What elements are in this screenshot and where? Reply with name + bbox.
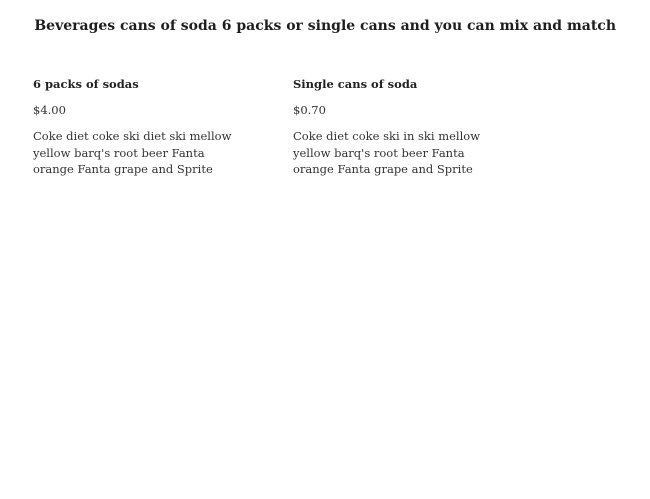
- item-price: $4.00: [33, 103, 66, 117]
- item-description: Coke diet coke ski diet ski mellow yellow barq's root beer Fanta orange Fanta grape and Sprite: [33, 129, 232, 176]
- menu-item-six-packs: [33, 76, 253, 178]
- item-name: Single cans of soda: [293, 77, 418, 91]
- item-name: 6 packs of sodas: [33, 77, 139, 91]
- item-description: Coke diet coke ski in ski mellow yellow barq's root beer Fanta orange Fanta grape and Sprite: [293, 129, 481, 176]
- item-price: $0.70: [293, 103, 326, 117]
- section-title: Beverages cans of soda 6 packs or single cans and you can mix and match: [34, 18, 616, 34]
- menu-item-single-cans: [293, 76, 513, 178]
